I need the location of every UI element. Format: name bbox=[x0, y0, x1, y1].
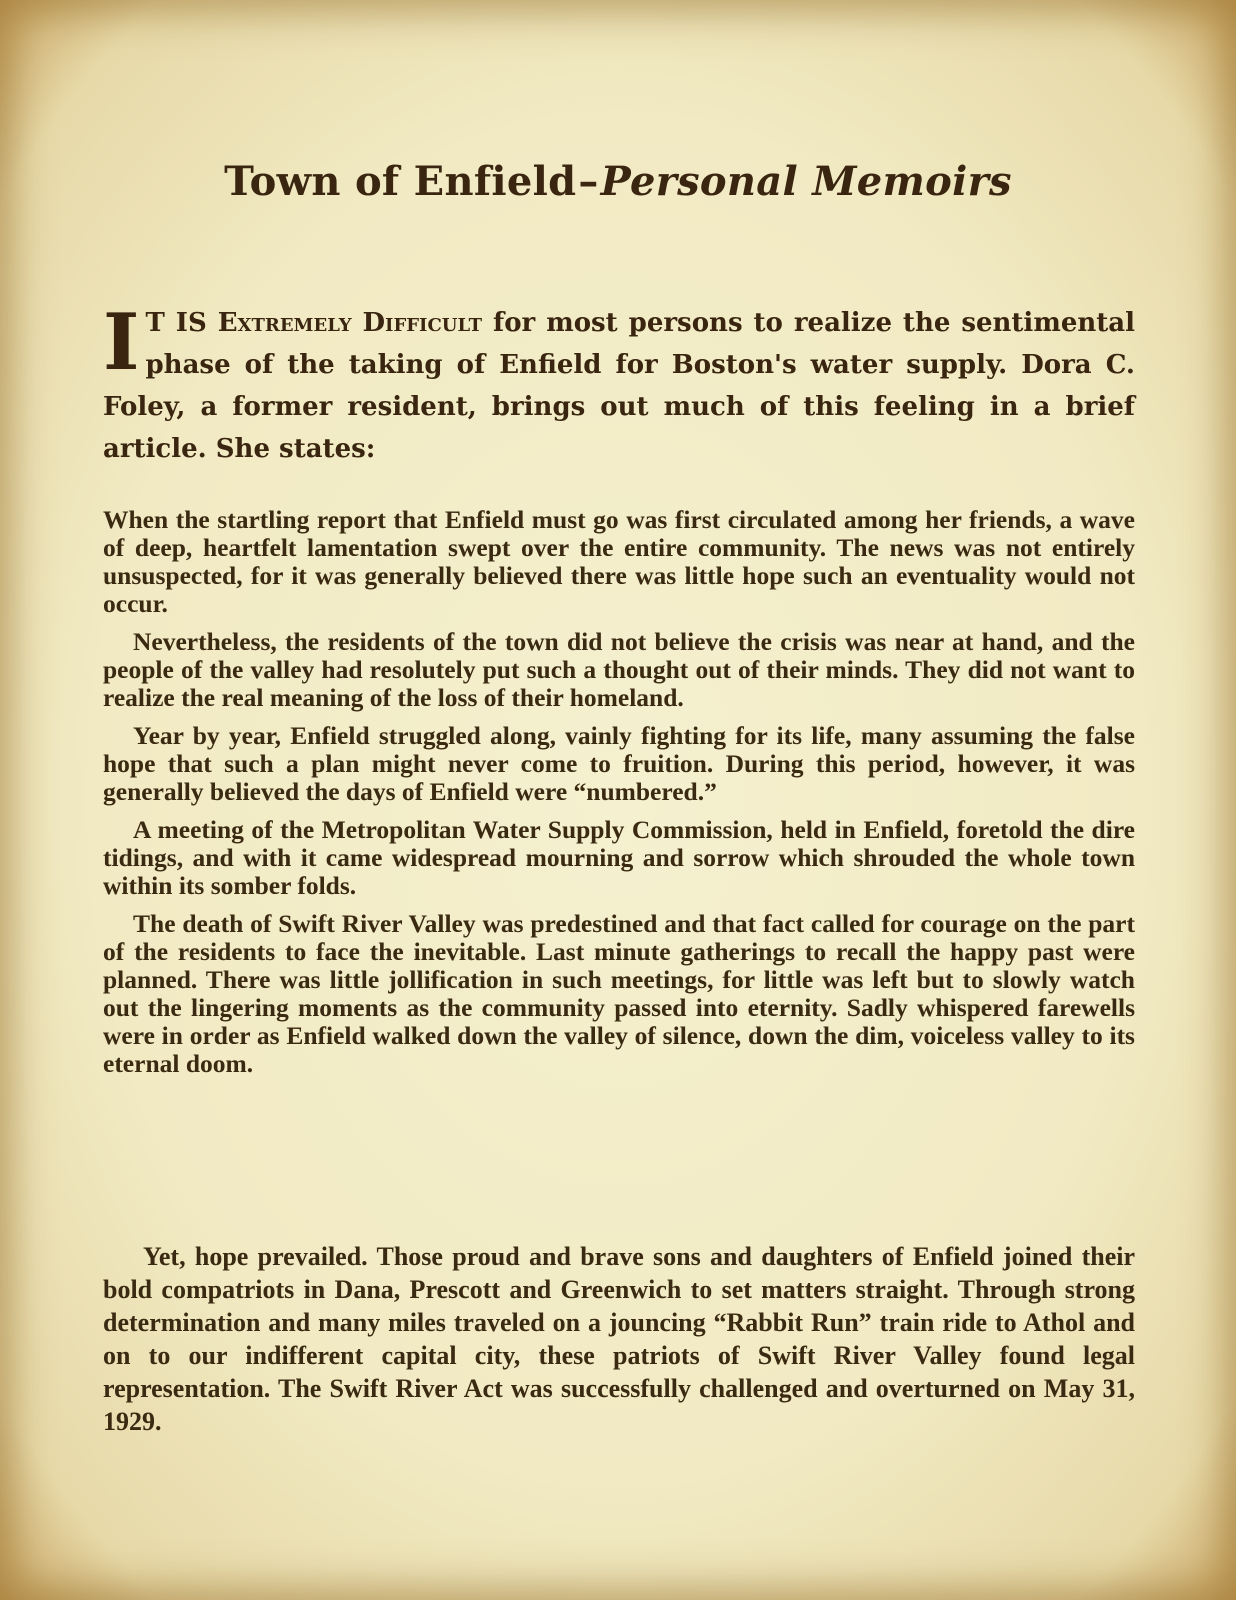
quote-paragraph: A meeting of the Metropolitan Water Supply Commission, held in Enfield, foretold the dire tidings, and with it came widespread mourning and sorrow which shrouded the whole town within its somber folds. bbox=[103, 815, 1135, 900]
quote-paragraph: Nevertheless, the residents of the town did not believe the crisis was near at hand, and the people of the valley had resolutely put such a thought out of their minds. They did not want to realize the real meaning of the loss of their homeland. bbox=[103, 627, 1135, 712]
drop-cap: I bbox=[103, 297, 140, 388]
title-main: Town of Enfield bbox=[224, 158, 577, 205]
intro-text: for most persons to realize the sentimental phase of the taking of Enfield for Boston's water supply. Dora C. Foley, a former resident, brings out much of this feeling in a brief article. She states: bbox=[103, 308, 1136, 464]
quote-paragraph: The death of Swift River Valley was predestined and that fact called for courage on the part of the residents to face the inevitable. Last minute gatherings to recall the happy past were planned. There was little jollification in such meetings, for little was left but to slowly watch out the lingering moments as the community passed into eternity. Sadly whispered farewells were in order as Enfield walked down the valley of silence, down the dim, voiceless valley to its eternal doom. bbox=[103, 909, 1135, 1078]
closing-paragraph: Yet, hope prevailed. Those proud and brave sons and daughters of Enfield joined their bold compatriots in Dana, Prescott and Greenwich to set matters straight. Through strong determination and many miles traveled on a jouncing “Rabbit Run” train ride to Athol and on to our indifferent capital city, these patriots of Swift River Valley found legal representation. The Swift River Act was successfully challenged and overturned on May 31, 1929. bbox=[103, 1242, 1135, 1436]
quote-paragraph: When the startling report that Enfield must go was first circulated among her friends, a wave of deep, heartfelt lamentation swept over the entire community. The news was not entirely unsuspected, for it was generally believed there was little hope such an eventuality would not occur. bbox=[103, 505, 1135, 618]
title-subtitle: Personal Memoirs bbox=[600, 158, 1012, 205]
quoted-article bbox=[103, 506, 1135, 1088]
title-separator: – bbox=[578, 158, 599, 205]
intro-paragraph bbox=[103, 297, 1136, 470]
intro-lead: T IS Extremely Difficult bbox=[145, 308, 483, 338]
quote-paragraph: Year by year, Enfield struggled along, vainly fighting for its life, many assuming the false hope that such a plan might never come to fruition. During this period, however, it was generally believed the days of Enfield were “numbered.” bbox=[103, 721, 1135, 806]
page-title bbox=[0, 158, 1236, 205]
